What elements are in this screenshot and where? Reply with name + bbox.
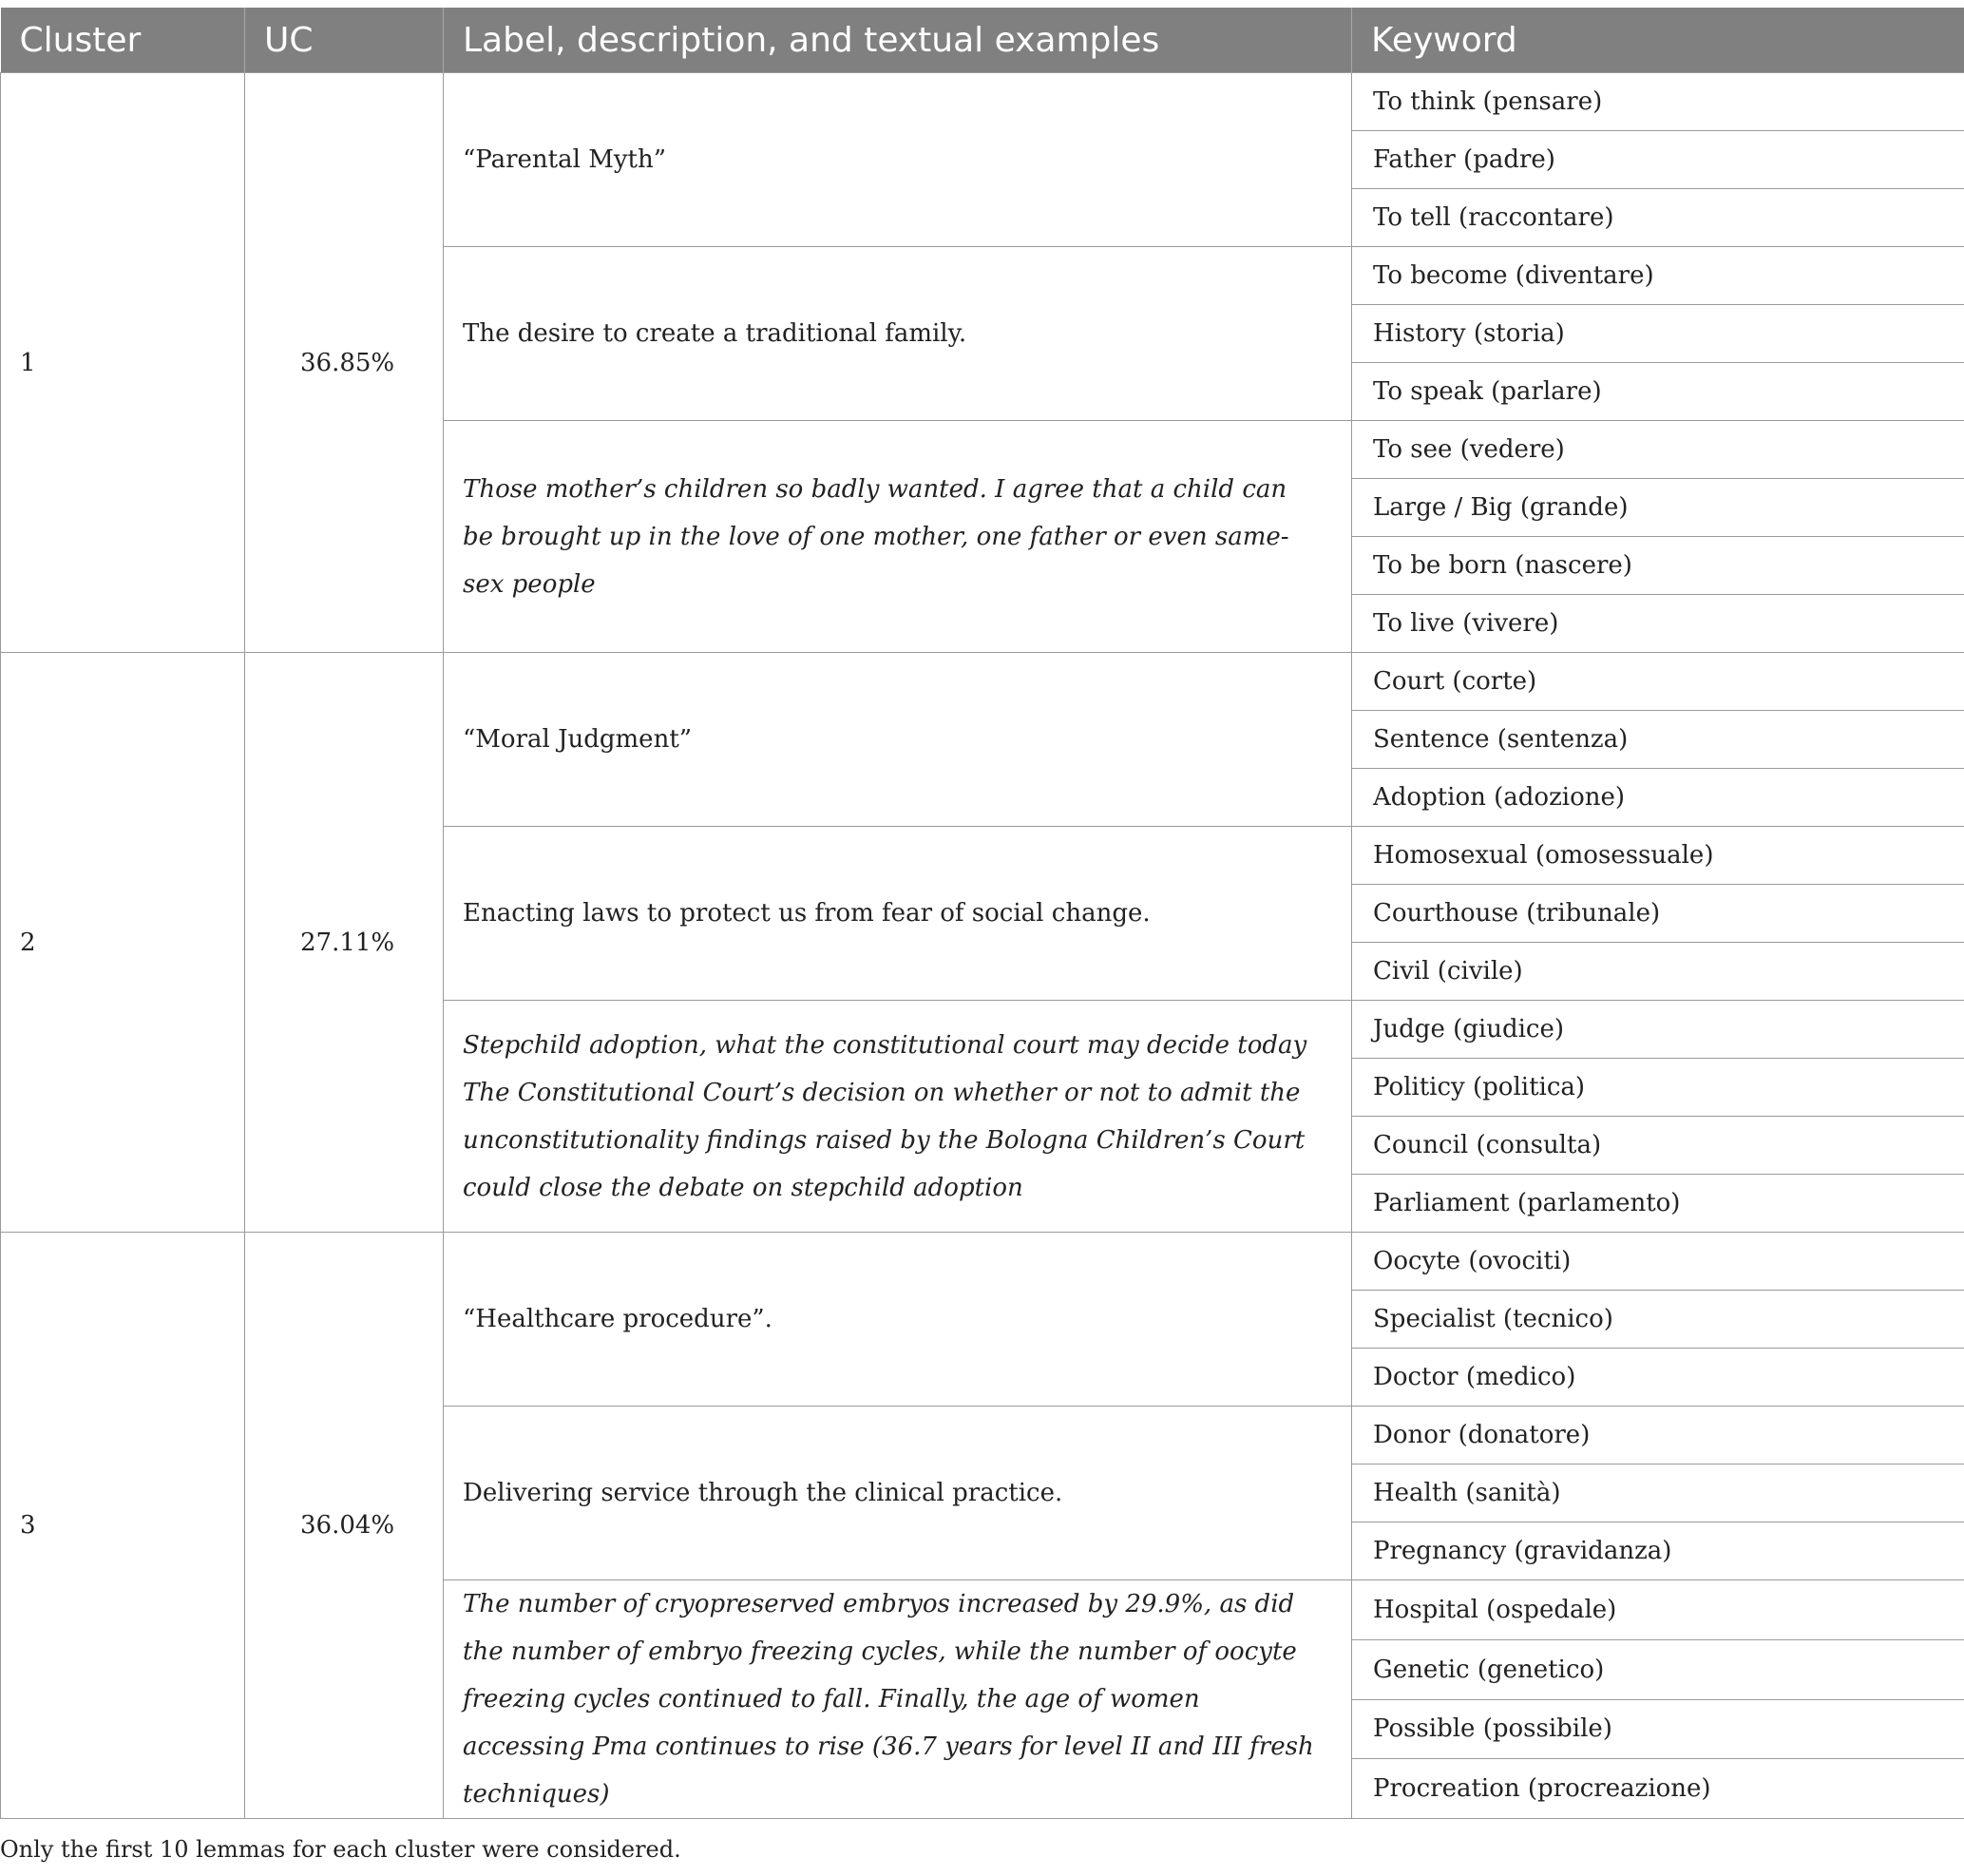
keyword-cell: Father (padre) (1352, 131, 1964, 189)
keyword-cell: Judge (giudice) (1352, 1001, 1964, 1059)
textual-example: The number of cryopreserved embryos increased by 29.9%, as did the number of embryo freezing cycles, while the number of oocyte freezing cycles continued to fall. Finally, the age of women accessing Pma continues to rise (36.7 years for level II and III fresh techniques) (444, 1580, 1352, 1819)
cluster-number: 1 (1, 73, 245, 653)
keyword-cell: Large / Big (grande) (1352, 479, 1964, 537)
cluster-label: “Moral Judgment” (444, 653, 1352, 827)
header-uc: UC (245, 8, 444, 73)
cluster-number: 2 (1, 653, 245, 1233)
table-footnote: Only the first 10 lemmas for each cluster were considered. (0, 1836, 681, 1863)
keyword-cell: Court (corte) (1352, 653, 1964, 711)
keyword-table (0, 8, 1964, 1819)
keyword-cell: To see (vedere) (1352, 421, 1964, 479)
keyword-cell: To tell (raccontare) (1352, 189, 1964, 247)
keyword-cell: To live (vivere) (1352, 595, 1964, 653)
header-cluster: Cluster (1, 8, 245, 73)
cluster-description: Delivering service through the clinical practice. (444, 1407, 1352, 1580)
table-row (1, 653, 1964, 711)
keyword-cell: Adoption (adozione) (1352, 769, 1964, 827)
keyword-cell: Politicy (politica) (1352, 1059, 1964, 1117)
keyword-cell: Civil (civile) (1352, 943, 1964, 1001)
uc-percent: 36.85% (245, 73, 444, 653)
keyword-cell: History (storia) (1352, 305, 1964, 363)
keyword-cell: Specialist (tecnico) (1352, 1291, 1964, 1349)
keyword-cell: To become (diventare) (1352, 247, 1964, 305)
keyword-cell: Sentence (sentenza) (1352, 711, 1964, 769)
keyword-cell: Courthouse (tribunale) (1352, 885, 1964, 943)
keyword-cell: Possible (possibile) (1352, 1699, 1964, 1759)
cluster-description: The desire to create a traditional family. (444, 247, 1352, 421)
cluster-label: “Healthcare procedure”. (444, 1233, 1352, 1407)
keyword-cell: Parliament (parlamento) (1352, 1175, 1964, 1233)
header-row (1, 8, 1964, 73)
keyword-cell: To speak (parlare) (1352, 363, 1964, 421)
header-label: Label, description, and textual examples (444, 8, 1352, 73)
keyword-cell: Doctor (medico) (1352, 1349, 1964, 1407)
textual-example: Those mother’s children so badly wanted. I agree that a child can be brought up in the love of one mother, one father or even same-sex people (444, 421, 1352, 653)
keyword-cell: Procreation (procreazione) (1352, 1759, 1964, 1819)
keyword-cell: Genetic (genetico) (1352, 1639, 1964, 1699)
uc-percent: 36.04% (245, 1233, 444, 1819)
keyword-cell: Homosexual (omosessuale) (1352, 827, 1964, 885)
cluster-description: Enacting laws to protect us from fear of social change. (444, 827, 1352, 1001)
keyword-cell: To think (pensare) (1352, 73, 1964, 131)
table-row (1, 1233, 1964, 1291)
textual-example: Stepchild adoption, what the constitutional court may decide today The Constitutional Court’s decision on whether or not to admit the unconstitutionality findings raised by the Bologna Children’s Court could close the debate on stepchild adoption (444, 1001, 1352, 1233)
cluster-number: 3 (1, 1233, 245, 1819)
keyword-cell: Pregnancy (gravidanza) (1352, 1522, 1964, 1580)
keyword-cell: Hospital (ospedale) (1352, 1580, 1964, 1640)
keyword-cell: Oocyte (ovociti) (1352, 1233, 1964, 1291)
header-keyword: Keyword (1352, 8, 1964, 73)
cluster-label: “Parental Myth” (444, 73, 1352, 247)
uc-percent: 27.11% (245, 653, 444, 1233)
keyword-cell: Health (sanità) (1352, 1464, 1964, 1522)
keyword-cell: Donor (donatore) (1352, 1407, 1964, 1464)
keyword-cell: To be born (nascere) (1352, 537, 1964, 595)
table-row (1, 73, 1964, 131)
keyword-cell: Council (consulta) (1352, 1117, 1964, 1175)
